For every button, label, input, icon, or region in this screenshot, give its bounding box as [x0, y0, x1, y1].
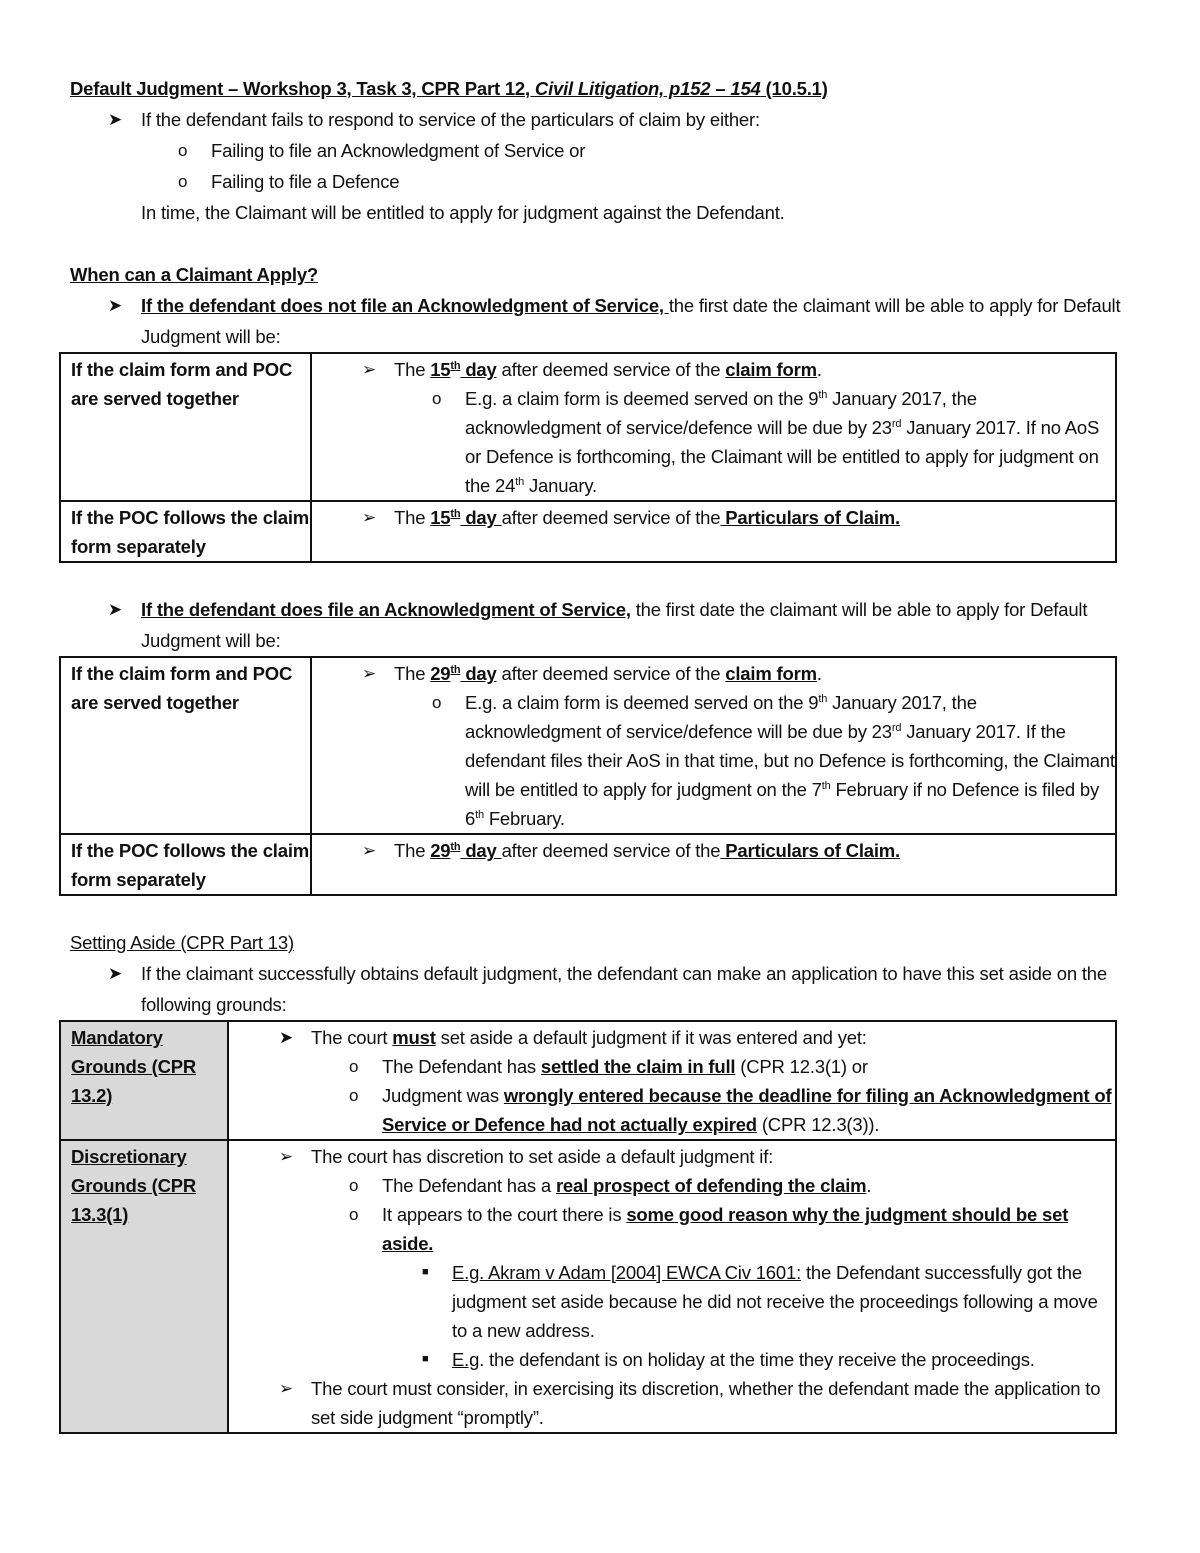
text-run: day	[460, 507, 502, 528]
text-run: Discretionary Grounds (CPR 13.3(1)	[71, 1146, 197, 1225]
bullet-item	[229, 1258, 1115, 1345]
table-row	[60, 501, 1116, 562]
square-bullet-icon: ■	[422, 1266, 429, 1278]
row-header-cell	[60, 1021, 228, 1140]
table-row	[60, 1021, 1116, 1140]
text-run: day	[460, 663, 497, 684]
text-run: day	[460, 840, 502, 861]
row-content-cell	[311, 501, 1116, 562]
blank-line	[70, 896, 1130, 927]
text-run: If the claim form and POC are served together	[71, 359, 293, 409]
text-run: (CPR 12.3(3)).	[756, 1114, 880, 1135]
text-run: must	[392, 1027, 436, 1048]
text-run: th	[818, 388, 828, 401]
square-bullet-icon: ■	[422, 1353, 429, 1365]
text-run: after deemed service of the	[496, 663, 726, 684]
text-run: In time, the Claimant will be entitled to apply for judgment against the Defendant.	[141, 202, 785, 223]
row-content-cell	[311, 657, 1116, 834]
circle-bullet-icon: o	[432, 693, 442, 712]
text-run: Failing to file a Defence	[211, 171, 400, 192]
bullet-item	[70, 290, 1130, 352]
text-run: Judgment was	[382, 1085, 504, 1106]
arrow-bullet-icon: ➢	[279, 1147, 294, 1166]
text-run: settled the claim in full	[540, 1056, 736, 1077]
text-run: th	[515, 475, 525, 488]
text-run: The Defendant has a	[382, 1175, 556, 1196]
text-run: 15	[430, 507, 451, 528]
bullet-item	[312, 503, 1115, 532]
text-run: . the defendant is on holiday at the time they receive the proceedings.	[479, 1349, 1035, 1370]
text-run: th	[821, 779, 831, 792]
text-run: 29	[430, 840, 451, 861]
text-run: after deemed service of the	[501, 507, 721, 528]
paragraph	[70, 259, 1130, 290]
text-run: th	[450, 840, 461, 853]
text-run: th	[450, 663, 461, 676]
text-run: Setting Aside (CPR Part 13)	[70, 932, 294, 953]
text-run: Civil Litigation, p152 – 154	[534, 78, 761, 99]
row-header-cell	[60, 834, 311, 895]
arrow-bullet-icon: ➢	[279, 1379, 294, 1398]
text-run: E.g. a claim form is deemed served on the 9	[465, 692, 819, 713]
text-run: E.g	[452, 1349, 480, 1370]
row-header-cell	[60, 501, 311, 562]
row-content-cell	[228, 1021, 1116, 1140]
bullet-item	[70, 166, 1130, 197]
text-run: Mandatory Grounds (CPR 13.2)	[71, 1027, 197, 1106]
row-header-cell	[60, 1140, 228, 1433]
content-table	[59, 352, 1117, 563]
text-run: It appears to the court there is	[382, 1204, 627, 1225]
arrow-bold-bullet-icon: ➤	[108, 110, 123, 129]
text-run: 29	[430, 663, 451, 684]
bullet-item	[70, 958, 1130, 1020]
text-run: January 2017, the acknowledgment of service/defence will be due by 23	[465, 692, 977, 742]
text-run: The Defendant has	[382, 1056, 541, 1077]
arrow-bold-bullet-icon: ➤	[108, 964, 123, 983]
paragraph	[71, 1142, 227, 1229]
text-run: If the defendant does not file an Acknowledgment of Service,	[141, 295, 669, 316]
bullet-item	[312, 688, 1115, 833]
text-run: claim form	[725, 663, 817, 684]
text-run: day	[460, 359, 497, 380]
text-run: E.g. a claim form is deemed served on the 9	[465, 388, 819, 409]
text-run: If the POC follows the claim form separately	[71, 507, 310, 557]
row-content-cell	[228, 1140, 1116, 1433]
text-run: If the defendant fails to respond to service of the particulars of claim by either:	[141, 109, 760, 130]
text-run: January 2017. If no AoS or Defence is forthcoming, the Claimant will be entitled to apply for judgment on the 24	[465, 417, 1100, 496]
text-run: The	[394, 663, 431, 684]
arrow-bold-bullet-icon: ➤	[108, 296, 123, 315]
bullet-item	[229, 1023, 1115, 1052]
text-run: Failing to file an Acknowledgment of Service or	[211, 140, 586, 161]
bullet-item	[312, 355, 1115, 384]
text-run: (CPR 12.3(1) or	[735, 1056, 868, 1077]
text-run: The	[394, 840, 431, 861]
table-row	[60, 657, 1116, 834]
text-run: th	[818, 692, 828, 705]
paragraph	[71, 836, 310, 894]
circle-bullet-icon: o	[349, 1205, 359, 1224]
text-run: 15	[430, 359, 451, 380]
paragraph	[70, 197, 1130, 228]
row-header-cell	[60, 353, 311, 501]
bullet-item	[229, 1200, 1115, 1258]
text-run: (10.5.1)	[760, 78, 828, 99]
text-run: .	[816, 359, 822, 380]
bullet-item	[229, 1052, 1115, 1081]
bullet-item	[312, 659, 1115, 688]
text-run: set aside a default judgment if it was entered and yet:	[435, 1027, 867, 1048]
row-content-cell	[311, 353, 1116, 501]
paragraph	[71, 1023, 227, 1110]
text-run: If the defendant does file an Acknowledgment of Service,	[141, 599, 631, 620]
paragraph	[71, 659, 310, 717]
text-run: When can a Claimant Apply?	[70, 264, 319, 285]
paragraph	[70, 927, 1130, 958]
text-run: th	[450, 359, 461, 372]
text-run: .	[866, 1175, 872, 1196]
text-run: th	[475, 808, 484, 821]
arrow-bold-bullet-icon: ➤	[108, 600, 123, 619]
circle-bullet-icon: o	[349, 1057, 359, 1076]
blank-line	[70, 563, 1130, 594]
row-header-cell	[60, 657, 311, 834]
text-run: claim form	[725, 359, 817, 380]
bullet-item	[229, 1345, 1115, 1374]
paragraph	[70, 73, 1130, 104]
paragraph	[71, 503, 310, 561]
text-run: rd	[891, 417, 902, 430]
text-run: Default Judgment – Workshop 3, Task 3, CPR Part 12,	[70, 78, 535, 99]
text-run: The court has discretion to set aside a default judgment if:	[311, 1146, 774, 1167]
text-run: wrongly entered because the deadline for filing an Acknowledgment of Service or Defence had not actually expired	[382, 1085, 1112, 1135]
text-run: January 2017. If the defendant files their AoS in that time, but no Defence is forthcoming, the Claimant will be entitled to apply for judgment on the 7	[465, 721, 1115, 800]
text-run: the Defendant successfully got the judgment set aside because he did not receive the proceedings following a move to a new address.	[452, 1262, 1098, 1341]
text-run: some good reason why the judgment should be set aside.	[382, 1204, 1069, 1254]
bullet-item	[70, 135, 1130, 166]
circle-bullet-icon: o	[178, 172, 188, 191]
arrow-bold-bullet-icon: ➤	[279, 1028, 294, 1047]
arrow-bullet-icon: ➢	[362, 508, 377, 527]
table-row	[60, 353, 1116, 501]
text-run: If the POC follows the claim form separately	[71, 840, 310, 890]
text-run: E.g. Akram v Adam [2004] EWCA Civ 1601:	[452, 1262, 802, 1283]
content-table	[59, 1020, 1117, 1434]
text-run: the first date the claimant will be able to apply for Default Judgment will be:	[141, 295, 1121, 347]
text-run: The court	[311, 1027, 393, 1048]
text-run: February if no Defence is filed by 6	[465, 779, 1100, 829]
table-row	[60, 1140, 1116, 1433]
text-run: If the claim form and POC are served together	[71, 663, 293, 713]
bullet-item	[229, 1081, 1115, 1139]
arrow-bullet-icon: ➢	[362, 360, 377, 379]
content-table	[59, 656, 1117, 896]
text-run: Particulars of Claim.	[720, 507, 900, 528]
text-run: the first date the claimant will be able to apply for Default Judgment will be:	[141, 599, 1088, 651]
text-run: The court must consider, in exercising its discretion, whether the defendant made the application to set side judgment “promptly”.	[311, 1378, 1101, 1428]
arrow-bullet-icon: ➢	[362, 664, 377, 683]
text-run: January 2017, the acknowledgment of service/defence will be due by 23	[465, 388, 977, 438]
circle-bullet-icon: o	[349, 1176, 359, 1195]
paragraph	[71, 355, 310, 413]
text-run: January.	[524, 475, 597, 496]
bullet-item	[312, 836, 1115, 865]
bullet-item	[70, 594, 1130, 656]
bullet-item	[229, 1374, 1115, 1432]
text-run: rd	[891, 721, 902, 734]
text-run: If the claimant successfully obtains default judgment, the defendant can make an application to have this set aside on the following grounds:	[141, 963, 1107, 1015]
text-run: th	[450, 507, 461, 520]
circle-bullet-icon: o	[432, 389, 442, 408]
bullet-item	[70, 104, 1130, 135]
circle-bullet-icon: o	[349, 1086, 359, 1105]
document-page	[70, 73, 1130, 1434]
row-content-cell	[311, 834, 1116, 895]
blank-line	[70, 228, 1130, 259]
text-run: after deemed service of the	[496, 359, 726, 380]
circle-bullet-icon: o	[178, 141, 188, 160]
text-run: after deemed service of the	[501, 840, 721, 861]
text-run: Particulars of Claim.	[720, 840, 900, 861]
arrow-bullet-icon: ➢	[362, 841, 377, 860]
text-run: The	[394, 359, 431, 380]
bullet-item	[229, 1142, 1115, 1171]
bullet-item	[312, 384, 1115, 500]
text-run: .	[816, 663, 822, 684]
text-run: real prospect of defending the claim	[555, 1175, 867, 1196]
table-row	[60, 834, 1116, 895]
text-run: The	[394, 507, 431, 528]
text-run: February.	[483, 808, 565, 829]
bullet-item	[229, 1171, 1115, 1200]
